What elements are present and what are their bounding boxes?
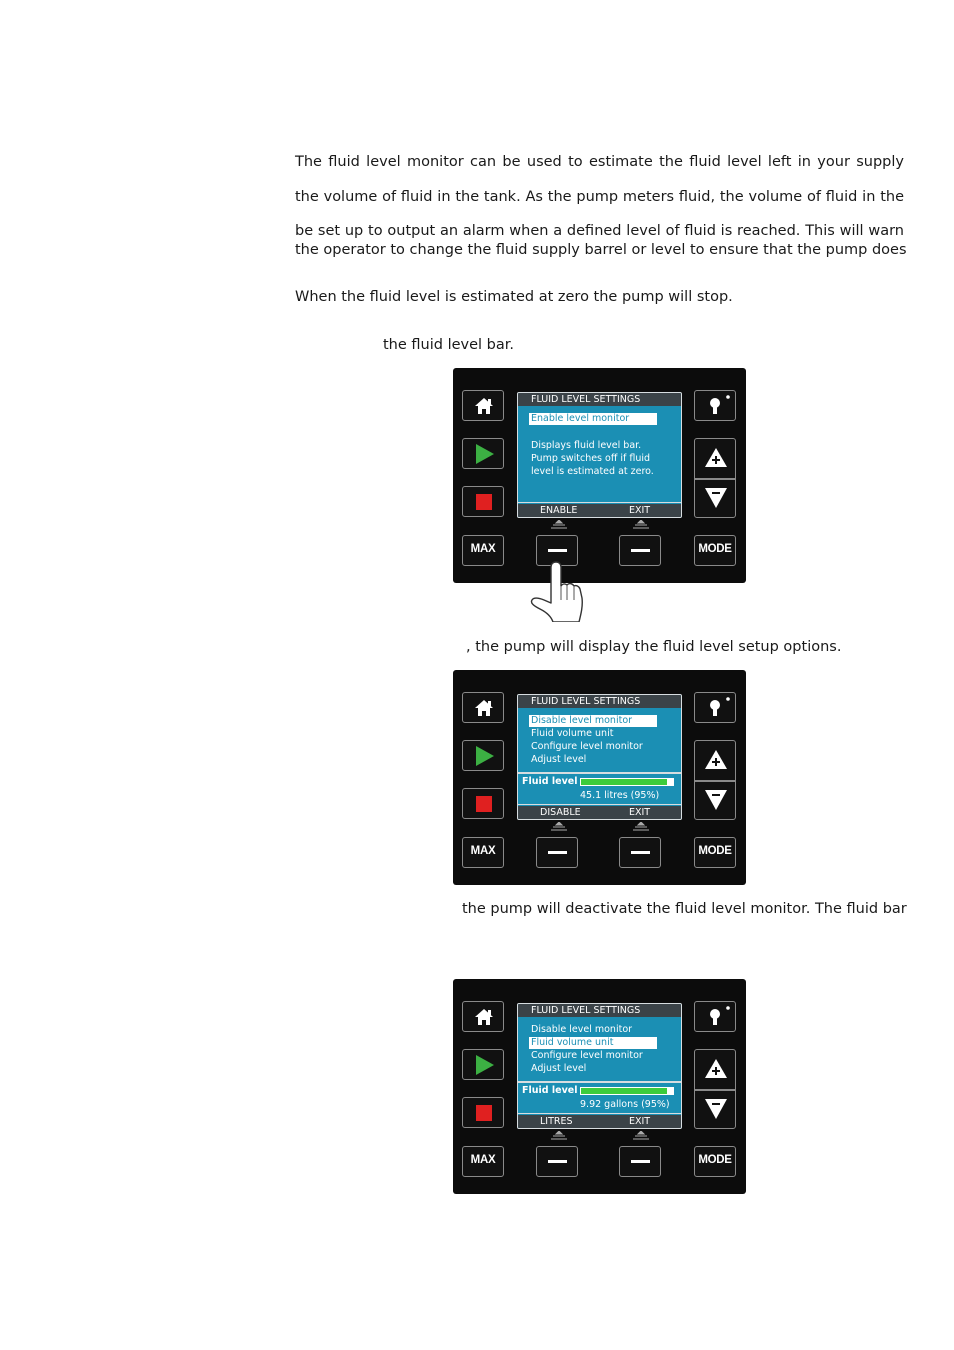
minus-icon — [631, 1160, 650, 1163]
home-icon — [463, 693, 505, 724]
down-minus-icon[interactable] — [695, 479, 737, 518]
home-button[interactable] — [462, 390, 504, 421]
minus-icon — [548, 851, 567, 854]
play-icon — [463, 1050, 505, 1081]
down-minus-icon[interactable] — [695, 1090, 737, 1129]
menu-item-adjust-level[interactable]: Adjust level — [531, 754, 587, 765]
menu-item-configure-level-monitor[interactable]: Configure level monitor — [531, 741, 643, 752]
stop-button[interactable] — [462, 1097, 504, 1128]
right-soft-key[interactable] — [619, 1146, 661, 1177]
minus-icon — [548, 1160, 567, 1163]
soft-key-indicator-right — [632, 822, 650, 831]
up-plus-icon[interactable] — [695, 1050, 737, 1089]
soft-left-label: DISABLE — [540, 807, 581, 818]
intro-line-3: be set up to output an alarm when a defined level of fluid is reached. This will warn — [295, 223, 904, 239]
left-soft-key[interactable] — [536, 1146, 578, 1177]
soft-left-label: ENABLE — [540, 505, 578, 516]
pump-panel-3 — [453, 979, 746, 1194]
home-icon — [463, 391, 505, 422]
light-icon — [695, 1002, 737, 1033]
max-button[interactable] — [462, 837, 504, 868]
home-button[interactable] — [462, 692, 504, 723]
minus-icon — [548, 549, 567, 552]
max-label: MAX — [470, 543, 496, 555]
mode-button[interactable] — [694, 1146, 736, 1177]
fluid-bar-note: the fluid level bar. — [383, 337, 514, 353]
pump-panel-1 — [453, 368, 746, 583]
fluid-level-fill — [581, 1088, 668, 1094]
up-down-rocker[interactable] — [694, 1049, 736, 1129]
stop-icon — [463, 1098, 505, 1129]
fluid-level-bar — [580, 778, 674, 786]
menu-item-configure-level-monitor[interactable]: Configure level monitor — [531, 1050, 643, 1061]
intro-line-1: The fluid level monitor can be used to estimate the fluid level left in your supply — [295, 154, 904, 170]
soft-key-bar — [518, 1115, 681, 1128]
up-plus-icon[interactable] — [695, 439, 737, 478]
up-down-rocker[interactable] — [694, 740, 736, 820]
play-icon — [463, 741, 505, 772]
description — [531, 439, 654, 478]
fluid-level-value: 45.1 litres (95%) — [580, 790, 660, 801]
fluid-level-bar — [580, 1087, 674, 1095]
minus-icon — [631, 549, 650, 552]
screen-title: FLUID LEVEL SETTINGS — [518, 695, 681, 708]
soft-right-label: EXIT — [629, 505, 651, 516]
max-label: MAX — [470, 1154, 496, 1166]
soft-key-bar — [518, 806, 681, 819]
down-minus-icon[interactable] — [695, 781, 737, 820]
mode-button[interactable] — [694, 535, 736, 566]
mode-button[interactable] — [694, 837, 736, 868]
pointing-hand-icon — [522, 560, 602, 622]
description-line: level is estimated at zero. — [531, 466, 654, 477]
soft-right-label: EXIT — [629, 1116, 651, 1127]
menu-item-selected[interactable]: Enable level monitor — [529, 413, 657, 425]
soft-key-indicator-left — [550, 1131, 568, 1140]
menu-item-fluid-volume-unit[interactable]: Fluid volume unit — [529, 1037, 657, 1049]
description-line: Displays fluid level bar. — [531, 440, 642, 451]
light-icon — [695, 693, 737, 724]
light-button[interactable] — [694, 390, 736, 421]
run-button[interactable] — [462, 740, 504, 771]
play-icon — [463, 439, 505, 470]
soft-key-indicator-right — [632, 1131, 650, 1140]
soft-left-label: LITRES — [540, 1116, 573, 1127]
soft-key-indicator-left — [550, 520, 568, 529]
light-icon — [695, 391, 737, 422]
minus-icon — [631, 851, 650, 854]
soft-key-bar — [518, 504, 681, 517]
stop-button[interactable] — [462, 486, 504, 517]
soft-key-indicator-right — [632, 520, 650, 529]
description-line: Pump switches off if fluid — [531, 453, 651, 464]
fluid-level-indicator — [518, 775, 681, 807]
intro-paragraph — [295, 153, 904, 172]
mode-label: MODE — [698, 845, 732, 857]
mode-label: MODE — [698, 543, 732, 555]
screen-title: FLUID LEVEL SETTINGS — [518, 393, 681, 406]
intro-paragraph-line2 — [295, 188, 904, 207]
fluid-level-fill — [581, 779, 668, 785]
display-screen — [517, 392, 682, 518]
menu-item-adjust-level[interactable]: Adjust level — [531, 1063, 587, 1074]
max-button[interactable] — [462, 535, 504, 566]
home-icon — [463, 1002, 505, 1033]
right-soft-key[interactable] — [619, 837, 661, 868]
run-button[interactable] — [462, 438, 504, 469]
menu-item-disable-level-monitor[interactable]: Disable level monitor — [529, 715, 657, 727]
setup-options-note: , the pump will display the fluid level setup options. — [466, 639, 842, 655]
max-label: MAX — [470, 845, 496, 857]
stop-icon — [463, 487, 505, 518]
left-soft-key[interactable] — [536, 837, 578, 868]
fluid-level-indicator — [518, 1084, 681, 1116]
fluid-level-label: Fluid level — [522, 1085, 578, 1096]
home-button[interactable] — [462, 1001, 504, 1032]
light-button[interactable] — [694, 692, 736, 723]
deactivate-note: the pump will deactivate the fluid level monitor. The fluid bar — [462, 901, 907, 917]
menu-item-fluid-volume-unit[interactable]: Fluid volume unit — [531, 728, 614, 739]
soft-key-indicator-left — [550, 822, 568, 831]
max-button[interactable] — [462, 1146, 504, 1177]
soft-right-label: EXIT — [629, 807, 651, 818]
display-screen — [517, 1003, 682, 1129]
menu-item-disable-level-monitor[interactable]: Disable level monitor — [531, 1024, 633, 1035]
stop-icon — [463, 789, 505, 820]
fluid-level-value: 9.92 gallons (95%) — [580, 1099, 670, 1110]
pump-panel-2 — [453, 670, 746, 885]
mode-label: MODE — [698, 1154, 732, 1166]
up-down-rocker[interactable] — [694, 438, 736, 518]
light-button[interactable] — [694, 1001, 736, 1032]
display-screen — [517, 694, 682, 820]
up-plus-icon[interactable] — [695, 741, 737, 780]
stop-button[interactable] — [462, 788, 504, 819]
screen-title: FLUID LEVEL SETTINGS — [518, 1004, 681, 1017]
intro-line-4: the operator to change the fluid supply barrel or level to ensure that the pump does — [295, 242, 907, 258]
fluid-level-label: Fluid level — [522, 776, 578, 787]
run-button[interactable] — [462, 1049, 504, 1080]
intro-line-2: the volume of fluid in the tank. As the pump meters fluid, the volume of fluid in the — [295, 189, 904, 205]
stop-note: When the fluid level is estimated at zero the pump will stop. — [295, 289, 733, 305]
intro-paragraph-line3 — [295, 222, 907, 260]
right-soft-key[interactable] — [619, 535, 661, 566]
